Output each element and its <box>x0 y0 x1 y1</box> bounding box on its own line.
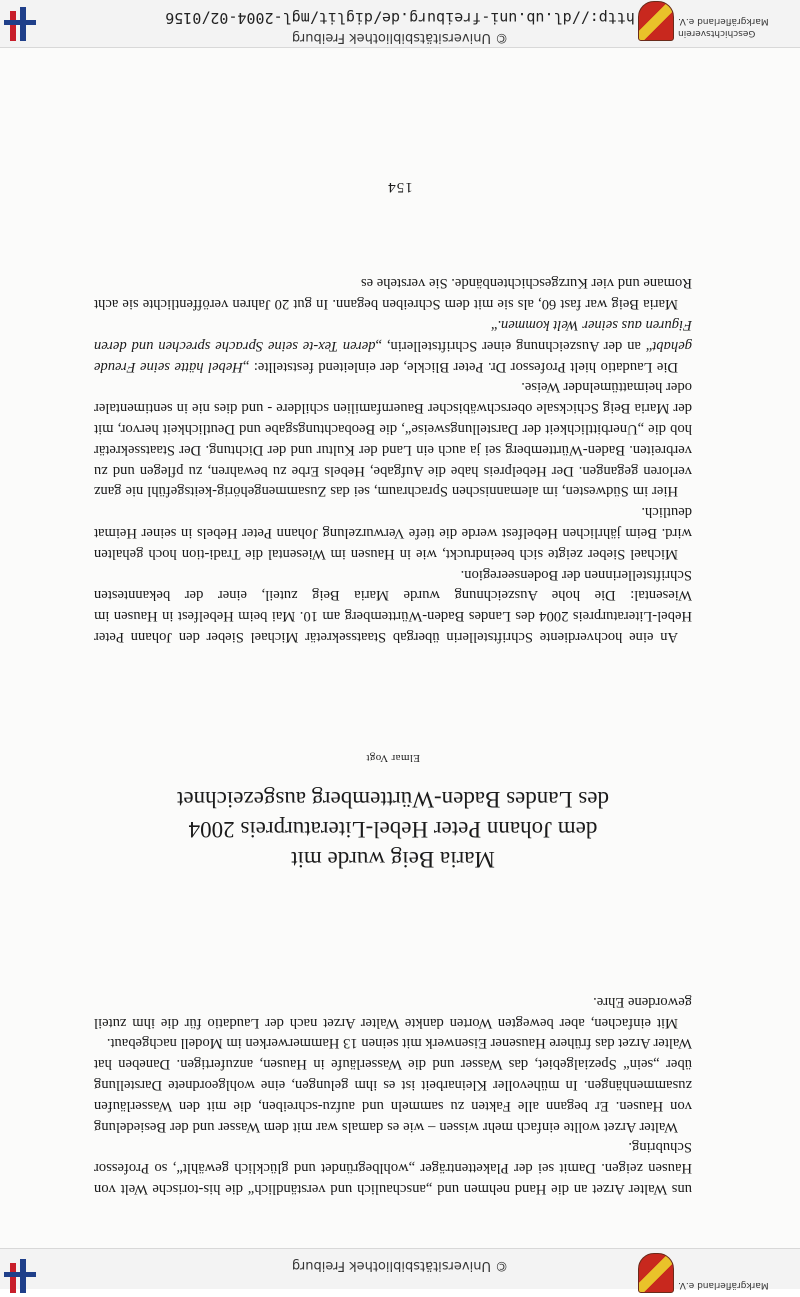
paragraph: Michael Sieber zeigte sich beeindruckt, wie in Hausen im Wiesental die Tradi-tion hoch gehalten wird. Beim jährlichen Hebelfest werde die tiefe Verwurzelung Johann Peter Hebels in seiner Heimat deutlich. <box>94 504 692 562</box>
paragraph-text: Die Laudatio hielt Professor Dr. Peter Blickle, der einleitend feststellte: „ <box>242 358 678 375</box>
paragraph: Hier im Südwesten, im alemannischen Sprachraum, sei das Zusammengehörig-keitsgefühl nie ganz verloren gegangen. Der Hebelpreis habe die Aufgabe, Hebels Erbe zu bewahren, zu pflegen und zu verbreiten. Baden-Württemberg sei ja auch ein Land der Kultur und der Dichtung. Der Staatssekretär hob die „Unerbittlichkeit der Darstellungsweise“, die Beobachtungsgabe und Deutlichkeit hervor, mit der Maria Beig Schicksale oberschwäbischer Bauernfamilien schildere - und dies nie in sentimentaler oder heimattümelnder Weise. <box>94 379 692 500</box>
paragraph: uns Walter Arzet an die Hand nehmen und „anschaulich und verständlich“ die his-torische Welt von Hausen zeigen. Damit sei der Plakettenträger „wohlbegründet und glücklich gewählt“, so Professor Schubring. <box>94 1139 692 1197</box>
header-copyright: © Universitätsbibliothek Freiburg <box>291 1258 509 1273</box>
footer-bar <box>0 0 800 48</box>
previous-article-end <box>94 991 692 1199</box>
article-title-line-3: des Landes Baden-Württemberg ausgezeichnet <box>177 787 609 812</box>
paragraph: An eine hochverdiente Schriftstellerin übergab Staatssekretär Michael Sieber den Johann Peter Hebel-Literaturpreis 2004 des Landes Baden-Württemberg am 10. Mai beim Hebelfest in Hausen im Wiesental: Die hohe Auszeichnung wurde Maria Beig zuteil, einer der bekanntesten Schriftstellerinnen der Bodenseeregion. <box>94 566 692 645</box>
society-name: Geschichtsverein Markgräflerland e.V. <box>678 16 769 38</box>
history-society-logo <box>634 1253 800 1297</box>
article-body <box>94 273 692 647</box>
quote-italic: Hebel hätte seine Freude gehabt <box>94 337 692 375</box>
article-title-line-1: Maria Beig wurde mit <box>291 847 495 872</box>
paragraph: Mit einfachen, aber bewegten Worten dankte Walter Arzet nach der Laudatio für die ihm zuteil gewordene Ehre. <box>94 993 692 1031</box>
paragraph-text: “ <box>490 317 498 334</box>
article-author: Elmar Vogt <box>366 752 421 764</box>
paragraph: Walter Arzet wollte einfach mehr wissen – wie es damals war mit dem Wasser und der Besiedelung von Hausen. Er begann alle Fakten zu sammeln und aufzu-schreiben, die mit den Wasserläufen zusammenhängen. In mühevoller Kleinarbeit ist es ihm gelungen, eine wohlgeordnete Darstellung über „sein“ Spezialgebiet, das Wasser und die Wasserläufe in Hausen, anzufertigen. Daneben hat Walter Arzet das frühere Hausener Eisenwerk mit seinen 13 Hammerwerken im Modell nachgebaut. <box>94 1035 692 1135</box>
article-heading <box>94 752 692 874</box>
paragraph <box>94 314 692 376</box>
society-name: Markgräflerland e.V. <box>678 1280 769 1290</box>
article-title-line-2: dem Johann Peter Hebel-Literaturpreis 2004 <box>188 817 598 842</box>
header-bar <box>0 1248 800 1289</box>
paragraph-text: “ an der Auszeichnung einer Schriftstellerin, „ <box>375 337 653 354</box>
quote-italic: deren Tex-te seine Sprache sprechen und deren Figuren aus seiner Welt kommen. <box>94 317 692 354</box>
coat-of-arms-icon <box>638 1253 674 1293</box>
document-url-link[interactable]: http://dl.ub.uni-freiburg.de/diglit/mgl-2004-02/0156 <box>165 9 635 27</box>
footer-copyright: © Universitätsbibliothek Freiburg <box>291 30 509 45</box>
paragraph: Maria Beig war fast 60, als sie mit dem Schreiben begann. In gut 20 Jahren veröffentlichte sie acht Romane und vier Kurzgeschichtenbände. Sie verstehe es <box>94 275 692 313</box>
page-number: 154 <box>387 179 413 195</box>
coat-of-arms-icon <box>638 1 674 41</box>
history-society-logo <box>634 1 800 45</box>
